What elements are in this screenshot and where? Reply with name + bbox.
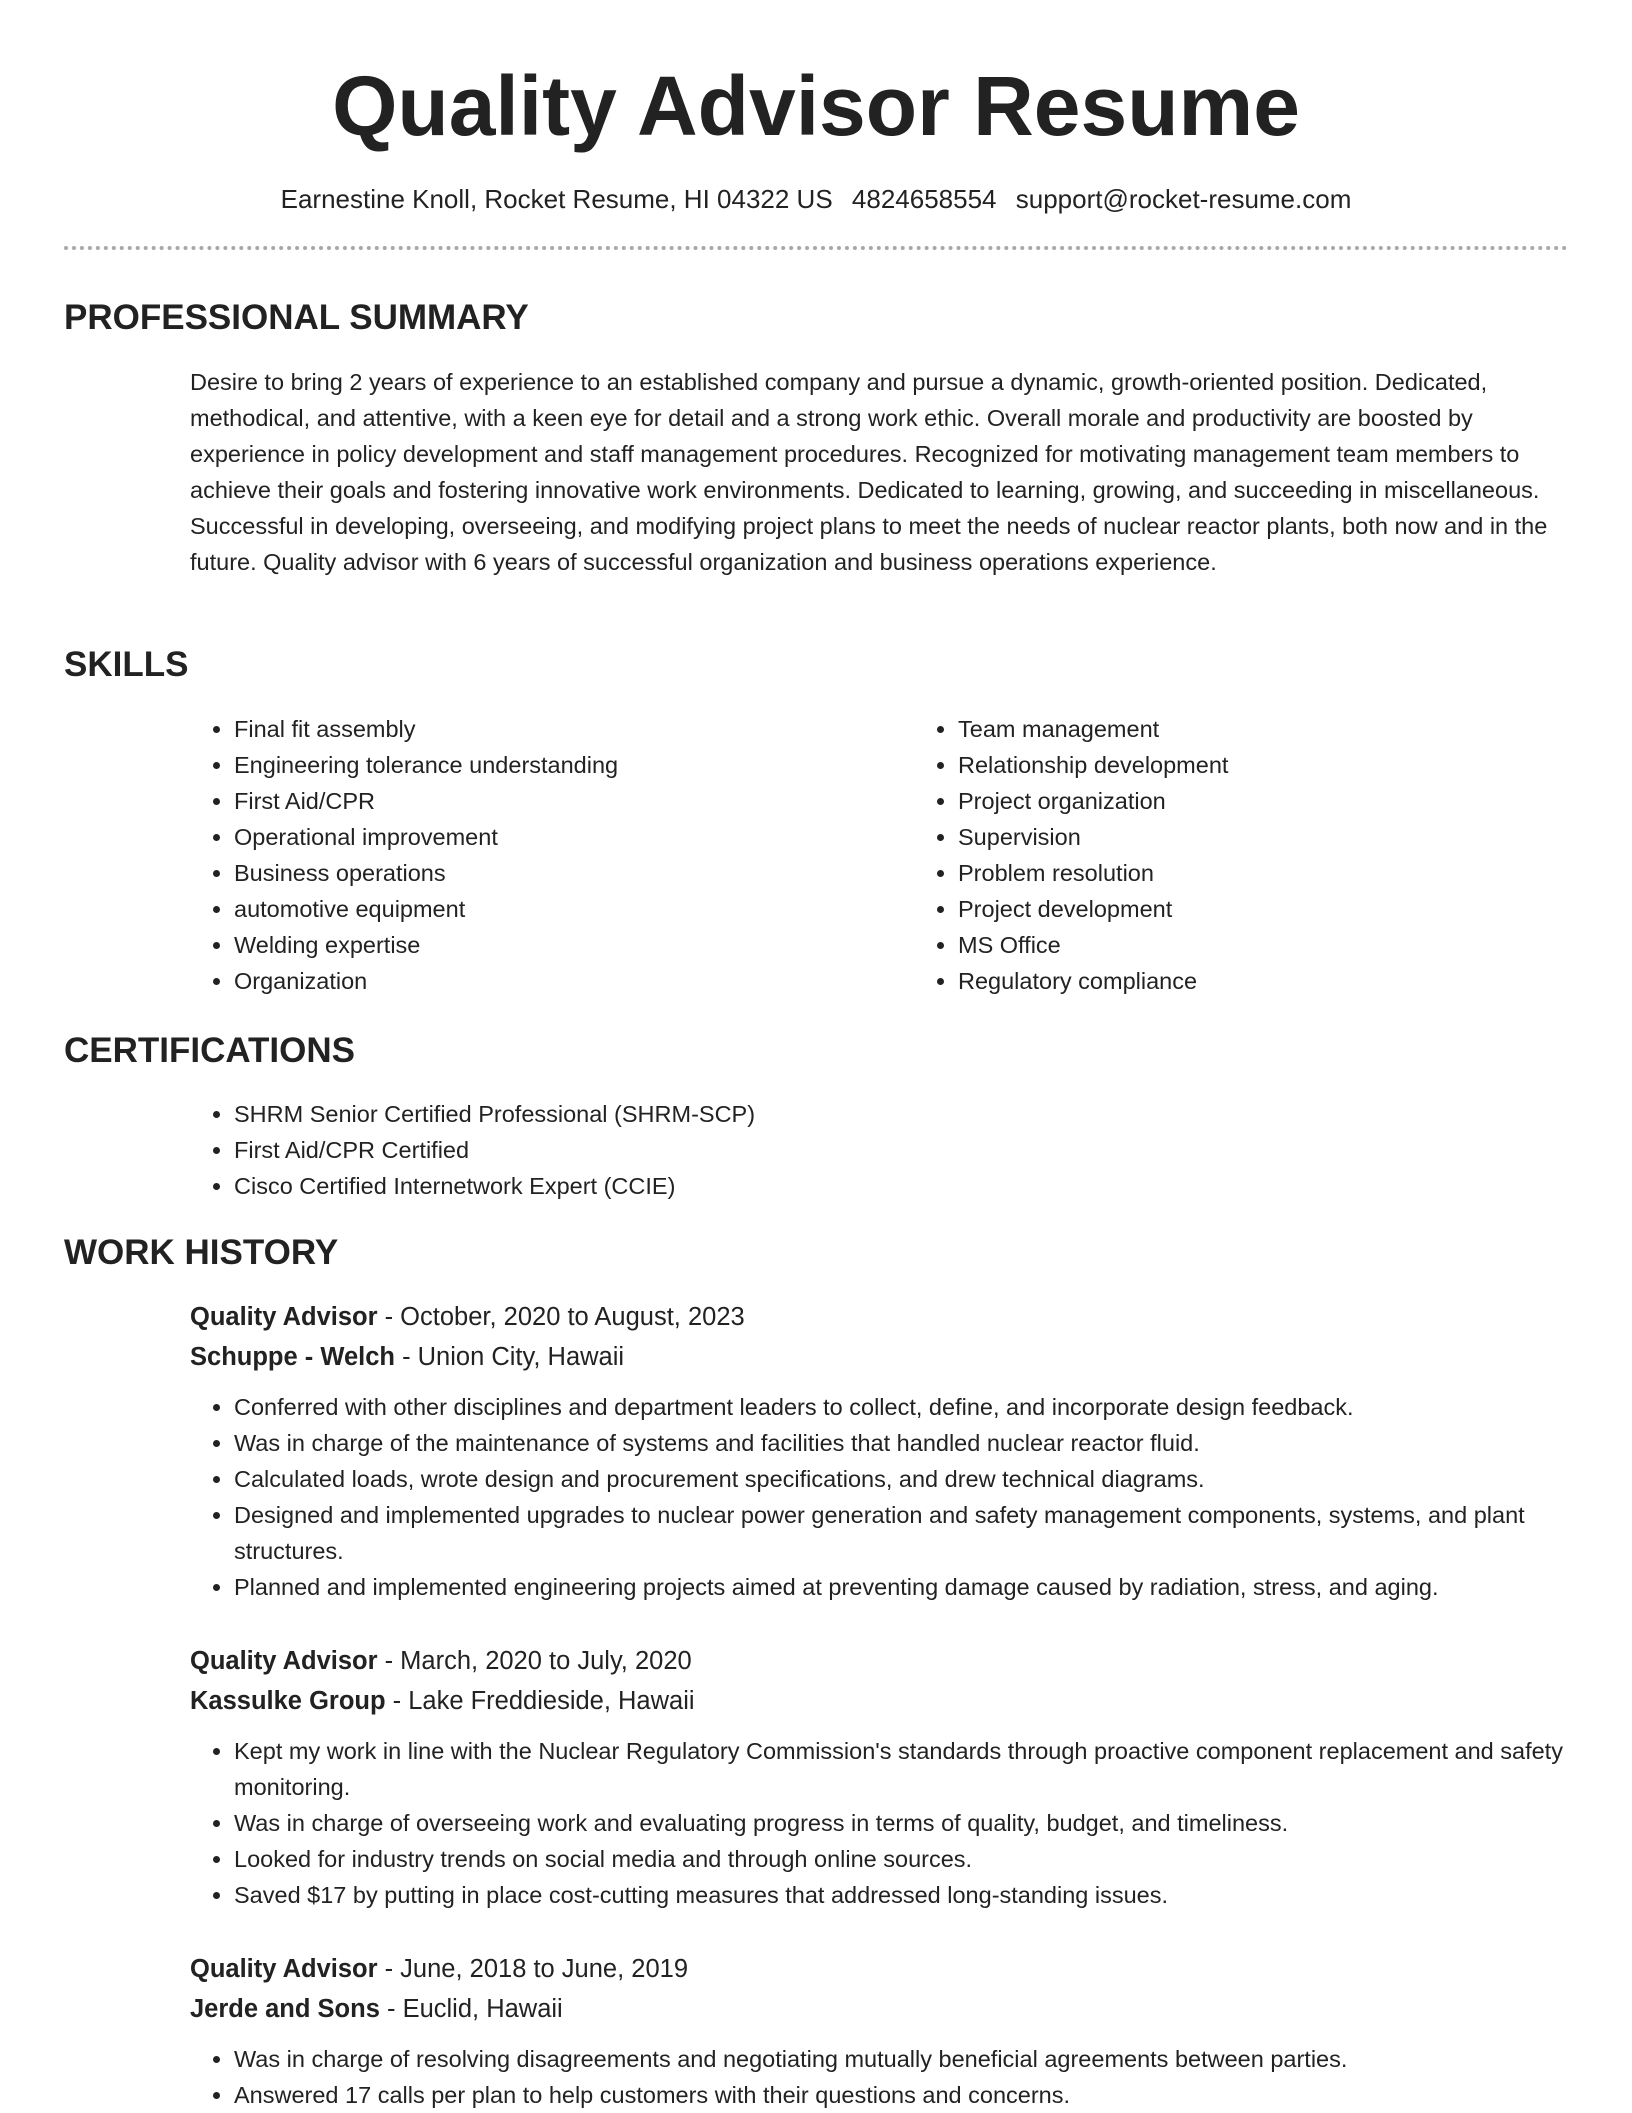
certifications-heading: CERTIFICATIONS	[64, 1031, 356, 1070]
job-duties-list	[190, 2041, 1570, 2113]
skill-item: • Engineering tolerance understanding	[234, 747, 914, 783]
skill-item: • Final fit assembly	[234, 711, 914, 747]
job-title-line	[190, 1297, 1570, 1337]
skills-section	[190, 711, 1568, 999]
job-company: Kassulke Group	[190, 1687, 386, 1715]
skill-item: • Welding expertise	[234, 927, 914, 963]
skills-list-left	[190, 711, 914, 999]
work-history-heading: WORK HISTORY	[64, 1233, 339, 1272]
job-location: - Union City, Hawaii	[394, 1343, 625, 1371]
skill-item: • Relationship development	[958, 747, 1228, 783]
certifications-list	[190, 1096, 1568, 1204]
skill-item: • Regulatory compliance	[958, 963, 1228, 999]
skill-item: • Business operations	[234, 855, 914, 891]
job-duties-list	[190, 1733, 1570, 1913]
job-title: Quality Advisor	[190, 1955, 378, 1983]
job-entry	[190, 1641, 1570, 1913]
job-location: - Euclid, Hawaii	[379, 1995, 563, 2023]
job-dates: - October, 2020 to August, 2023	[377, 1303, 745, 1331]
certification-item: • Cisco Certified Internetwork Expert (CCIE)	[234, 1168, 1568, 1204]
job-title-line	[190, 1949, 1570, 1989]
job-title: Quality Advisor	[190, 1647, 378, 1675]
certification-item: • First Aid/CPR Certified	[234, 1132, 1568, 1168]
job-duty: • Saved $17 by putting in place cost-cutting measures that addressed long-standing issues.	[234, 1877, 1570, 1913]
job-title-line	[190, 1641, 1570, 1681]
contact-phone: 4824658554	[851, 184, 997, 214]
job-duty: • Conferred with other disciplines and department leaders to collect, define, and incorporate design feedback.	[234, 1389, 1570, 1425]
job-company-line	[190, 1681, 1570, 1721]
skill-item: • automotive equipment	[234, 891, 914, 927]
summary-text: Desire to bring 2 years of experience to an established company and pursue a dynamic, growth-oriented position. Dedicated, methodical, and attentive, with a keen eye for detail and a strong work ethic. Overall morale and productivity are boosted by experience in policy development and staff management procedures. Recognized for motivating management team members to achieve their goals and fostering innovative work environments. Dedicated to learning, growing, and succeeding in miscellaneous. Successful in developing, overseeing, and modifying project plans to meet the needs of nuclear reactor plants, both now and in the future. Quality advisor with 6 years of successful organization and business operations experience.	[190, 369, 1548, 575]
contact-info	[64, 182, 1568, 216]
skill-item: • Project organization	[958, 783, 1228, 819]
header-divider	[64, 246, 1568, 250]
certifications-section	[190, 1096, 1568, 1204]
job-company-line	[190, 1337, 1570, 1377]
skill-item: • Problem resolution	[958, 855, 1228, 891]
job-duty: • Kept my work in line with the Nuclear Regulatory Commission's standards through proactive component replacement and safety monitoring.	[234, 1733, 1570, 1805]
job-company-line	[190, 1989, 1570, 2029]
contact-email: support@rocket-resume.com	[1015, 184, 1352, 214]
job-title: Quality Advisor	[190, 1303, 378, 1331]
job-entry	[190, 1949, 1570, 2113]
job-duty: • Designed and implemented upgrades to nuclear power generation and safety management components, systems, and plant structures.	[234, 1497, 1570, 1569]
job-dates: - March, 2020 to July, 2020	[377, 1647, 692, 1675]
job-location: - Lake Freddieside, Hawaii	[385, 1687, 695, 1715]
skill-item: • Organization	[234, 963, 914, 999]
skill-item: • MS Office	[958, 927, 1228, 963]
job-dates: - June, 2018 to June, 2019	[377, 1955, 688, 1983]
job-duty: • Was in charge of the maintenance of systems and facilities that handled nuclear reactor fluid.	[234, 1425, 1570, 1461]
skill-item: • Project development	[958, 891, 1228, 927]
skill-item: • Operational improvement	[234, 819, 914, 855]
job-duties-list	[190, 1389, 1570, 1605]
job-company: Schuppe - Welch	[190, 1343, 395, 1371]
job-duty: • Was in charge of overseeing work and evaluating progress in terms of quality, budget, and timeliness.	[234, 1805, 1570, 1841]
certification-item: • SHRM Senior Certified Professional (SHRM-SCP)	[234, 1096, 1568, 1132]
contact-address: Earnestine Knoll, Rocket Resume, HI 04322 US	[280, 184, 833, 214]
job-duty: • Looked for industry trends on social media and through online sources.	[234, 1841, 1570, 1877]
job-company: Jerde and Sons	[190, 1995, 380, 2023]
skill-item: • Team management	[958, 711, 1228, 747]
job-duty: • Calculated loads, wrote design and procurement specifications, and drew technical diagrams.	[234, 1461, 1570, 1497]
skills-heading: SKILLS	[64, 645, 189, 684]
job-entry	[190, 1297, 1570, 1605]
skills-list-right	[914, 711, 1228, 999]
job-duty: • Answered 17 calls per plan to help customers with their questions and concerns.	[234, 2077, 1570, 2113]
skill-item: • Supervision	[958, 819, 1228, 855]
skill-item: • First Aid/CPR	[234, 783, 914, 819]
summary-heading: PROFESSIONAL SUMMARY	[64, 298, 529, 337]
job-duty: • Was in charge of resolving disagreements and negotiating mutually beneficial agreements between parties.	[234, 2041, 1570, 2077]
job-duty: • Planned and implemented engineering projects aimed at preventing damage caused by radiation, stress, and aging.	[234, 1569, 1570, 1605]
resume-title: Quality Advisor Resume	[332, 59, 1300, 153]
summary-section	[190, 364, 1568, 580]
